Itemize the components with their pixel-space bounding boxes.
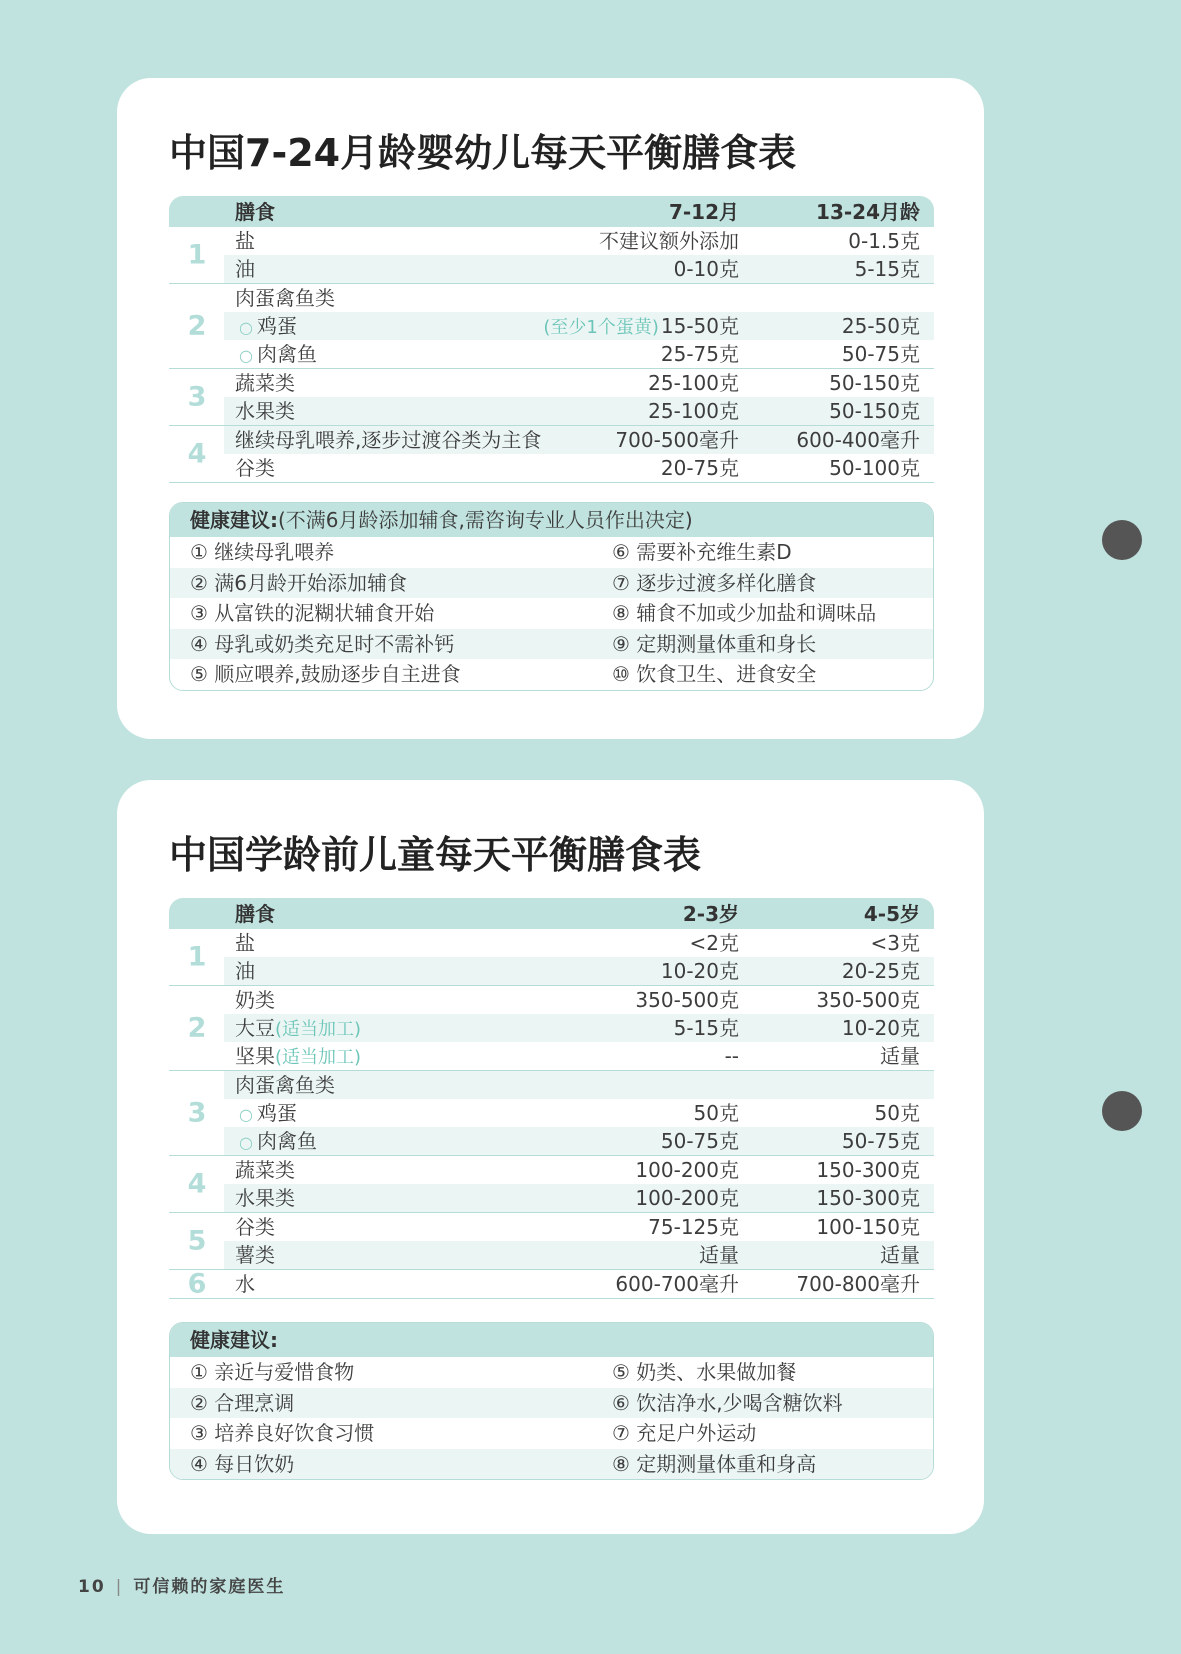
row-value-1: 适量 <box>699 1243 739 1267</box>
row-value-2: 100-150克 <box>816 1215 920 1239</box>
row-note: (适当加工) <box>275 1047 362 1068</box>
row-value-1: 25-100克 <box>648 399 739 423</box>
group-number: 4 <box>187 1168 207 1200</box>
table-header <box>169 196 934 227</box>
row-name: 坚果(适当加工) <box>235 1044 362 1068</box>
group-2 <box>169 986 934 1071</box>
advice-item: ⑧ 定期测量体重和身高 <box>612 1451 817 1476</box>
preschool-diet-card <box>117 780 984 1534</box>
circle-bullet-icon: ○ <box>239 346 253 365</box>
table-row <box>224 454 934 482</box>
table-row <box>224 340 934 368</box>
advice-label: 健康建议: <box>190 1328 278 1352</box>
header-diet: 膳食 <box>235 200 275 224</box>
group-4 <box>169 426 934 483</box>
table-row <box>224 1184 934 1212</box>
row-name: ○ 肉禽鱼 <box>239 342 317 366</box>
row-value-1: 10-20克 <box>660 959 739 983</box>
group-3 <box>169 1071 934 1156</box>
row-name: 水果类 <box>235 1186 295 1210</box>
table-row <box>224 397 934 425</box>
group-number: 2 <box>187 1012 207 1044</box>
row-value-2: 50-100克 <box>829 456 920 480</box>
advice-item: ⑤ 奶类、水果做加餐 <box>612 1360 797 1384</box>
table-header <box>169 898 934 929</box>
group-number: 4 <box>187 438 207 470</box>
advice-row <box>170 1418 933 1449</box>
header-13-24m: 13-24月龄 <box>816 200 920 224</box>
binder-hole-icon <box>1102 520 1142 560</box>
row-value-2: 50-150克 <box>829 399 920 423</box>
row-value-1: 0-10克 <box>673 257 739 281</box>
row-value-2: 50克 <box>874 1101 920 1125</box>
row-value-2: 600-400毫升 <box>796 428 920 452</box>
row-name: 水果类 <box>235 399 295 423</box>
advice-item: ① 继续母乳喂养 <box>190 540 335 564</box>
advice-row <box>170 1357 933 1388</box>
table-row <box>224 986 934 1014</box>
advice-row <box>170 568 933 599</box>
row-value-1: 25-100克 <box>648 371 739 395</box>
row-name: 继续母乳喂养,逐步过渡谷类为主食 <box>235 428 542 452</box>
row-name: 油 <box>235 959 255 983</box>
row-value-1: 20-75克 <box>660 456 739 480</box>
table-row <box>224 957 934 985</box>
preschool-diet-table <box>169 898 934 1299</box>
advice-item: ⑥ 饮洁净水,少喝含糖饮料 <box>612 1390 843 1415</box>
row-name: 薯类 <box>235 1243 275 1267</box>
group-number: 2 <box>187 310 207 342</box>
advice-item: ③ 从富铁的泥糊状辅食开始 <box>190 601 435 625</box>
advice-item: ② 合理烹调 <box>190 1390 295 1415</box>
table-row <box>224 1213 934 1241</box>
group-1 <box>169 929 934 986</box>
group-number: 3 <box>187 381 207 413</box>
group-2 <box>169 284 934 369</box>
row-name: ○ 鸡蛋 <box>239 1101 297 1125</box>
row-name: 盐 <box>235 931 255 955</box>
row-value-2: 700-800毫升 <box>796 1272 920 1296</box>
table-row <box>224 1099 934 1127</box>
group-3 <box>169 369 934 426</box>
advice-header <box>170 503 933 537</box>
row-value-2: 50-150克 <box>829 371 920 395</box>
table-row <box>224 227 934 255</box>
page-footer <box>78 1572 285 1597</box>
table-row <box>224 1014 934 1042</box>
row-value-1: 25-75克 <box>660 342 739 366</box>
row-value-1: 75-125克 <box>648 1215 739 1239</box>
advice-item: ⑩ 饮食卫生、进食安全 <box>612 662 817 686</box>
advice-row <box>170 1449 933 1480</box>
advice-item: ⑦ 逐步过渡多样化膳食 <box>612 570 817 595</box>
circle-bullet-icon: ○ <box>239 1105 253 1124</box>
footer-divider: | <box>115 1577 124 1597</box>
row-value-2: 150-300克 <box>816 1186 920 1210</box>
row-value-2: <3克 <box>870 931 920 955</box>
advice-item: ⑨ 定期测量体重和身长 <box>612 631 817 656</box>
advice-row <box>170 1388 933 1419</box>
advice-item: ⑦ 充足户外运动 <box>612 1421 757 1445</box>
circle-bullet-icon: ○ <box>239 318 253 337</box>
row-value-1: 5-15克 <box>673 1016 739 1040</box>
row-value-1: 50克 <box>693 1101 739 1125</box>
row-name: 谷类 <box>235 1215 275 1239</box>
table-row <box>224 1241 934 1269</box>
advice-item: ⑤ 顺应喂养,鼓励逐步自主进食 <box>190 662 461 686</box>
group-1 <box>169 227 934 284</box>
row-value-1: 100-200克 <box>635 1158 739 1182</box>
row-name: 肉蛋禽鱼类 <box>235 1073 335 1097</box>
group-number: 5 <box>187 1225 207 1257</box>
preschool-table-title: 中国学龄前儿童每天平衡膳食表 <box>169 833 702 877</box>
row-value-1: 100-200克 <box>635 1186 739 1210</box>
header-7-12m: 7-12月 <box>668 200 739 224</box>
row-value-2: 10-20克 <box>841 1016 920 1040</box>
advice-item: ③ 培养良好饮食习惯 <box>190 1421 375 1445</box>
row-value-2: 50-75克 <box>841 1129 920 1153</box>
circle-bullet-icon: ○ <box>239 1133 253 1152</box>
infant-advice-box <box>169 502 934 691</box>
table-row <box>224 312 934 340</box>
infant-diet-table <box>169 196 934 483</box>
book-title: 可信赖的家庭医生 <box>133 1577 286 1597</box>
advice-item: ② 满6月龄开始添加辅食 <box>190 570 408 595</box>
row-name: 盐 <box>235 229 255 253</box>
row-value-2: 适量 <box>880 1243 920 1267</box>
advice-item: ① 亲近与爱惜食物 <box>190 1360 355 1384</box>
row-value-1: 350-500克 <box>635 988 739 1012</box>
table-row <box>224 1071 934 1099</box>
row-value-1: 50-75克 <box>660 1129 739 1153</box>
row-name: ○ 鸡蛋 <box>239 314 297 338</box>
advice-item: ④ 每日饮奶 <box>190 1451 295 1476</box>
group-number: 3 <box>187 1097 207 1129</box>
row-name: 蔬菜类 <box>235 371 295 395</box>
group-number: 1 <box>187 941 207 973</box>
row-name: 蔬菜类 <box>235 1158 295 1182</box>
table-row <box>224 929 934 957</box>
infant-diet-card <box>117 78 984 739</box>
row-note: (适当加工) <box>275 1019 362 1040</box>
advice-label: 健康建议: <box>190 508 278 532</box>
advice-row <box>170 537 933 568</box>
row-value-1: -- <box>724 1044 739 1068</box>
advice-row <box>170 659 933 690</box>
row-name: 水 <box>235 1272 255 1296</box>
row-value-2: 0-1.5克 <box>848 229 920 253</box>
row-name: 肉蛋禽鱼类 <box>235 286 335 310</box>
row-value-1: 不建议额外添加 <box>599 229 739 253</box>
table-row <box>224 255 934 283</box>
row-name: ○ 肉禽鱼 <box>239 1129 317 1153</box>
row-value-1: 600-700毫升 <box>615 1272 739 1296</box>
table-row <box>224 1042 934 1070</box>
preschool-advice-box <box>169 1322 934 1480</box>
page-number: 10 <box>78 1577 106 1597</box>
table-row <box>224 369 934 397</box>
infant-table-title: 中国7-24月龄婴幼儿每天平衡膳食表 <box>169 131 797 175</box>
row-value-1: 700-500毫升 <box>615 428 739 452</box>
row-name: 大豆(适当加工) <box>235 1016 362 1040</box>
binder-hole-icon <box>1102 1091 1142 1131</box>
row-name: 油 <box>235 257 255 281</box>
table-row <box>224 426 934 454</box>
table-row <box>224 1127 934 1155</box>
table-row <box>224 1270 934 1298</box>
row-value-1: <2克 <box>689 931 739 955</box>
advice-subtitle: (不满6月龄添加辅食,需咨询专业人员作出决定) <box>278 508 693 532</box>
header-diet: 膳食 <box>235 902 275 926</box>
group-number: 6 <box>187 1268 207 1300</box>
row-value-2: 20-25克 <box>841 959 920 983</box>
row-value-2: 5-15克 <box>854 257 920 281</box>
row-value-2: 350-500克 <box>816 988 920 1012</box>
advice-header <box>170 1323 933 1357</box>
header-4-5y: 4-5岁 <box>863 902 920 926</box>
header-2-3y: 2-3岁 <box>682 902 739 926</box>
group-6 <box>169 1270 934 1299</box>
advice-item: ⑧ 辅食不加或少加盐和调味品 <box>612 601 877 625</box>
table-row <box>224 1156 934 1184</box>
row-value-1: (至少1个蛋黄) 15-50克 <box>543 314 739 338</box>
row-name: 谷类 <box>235 456 275 480</box>
advice-item: ⑥ 需要补充维生素D <box>612 540 792 564</box>
group-4 <box>169 1156 934 1213</box>
group-5 <box>169 1213 934 1270</box>
advice-row <box>170 629 933 660</box>
advice-item: ④ 母乳或奶类充足时不需补钙 <box>190 631 455 656</box>
row-value-2: 适量 <box>880 1044 920 1068</box>
group-number: 1 <box>187 239 207 271</box>
row-value-2: 150-300克 <box>816 1158 920 1182</box>
table-row <box>224 284 934 312</box>
advice-row <box>170 598 933 629</box>
row-value-2: 25-50克 <box>841 314 920 338</box>
row-value-2: 50-75克 <box>841 342 920 366</box>
row-name: 奶类 <box>235 988 275 1012</box>
row-note: (至少1个蛋黄) <box>543 317 659 338</box>
